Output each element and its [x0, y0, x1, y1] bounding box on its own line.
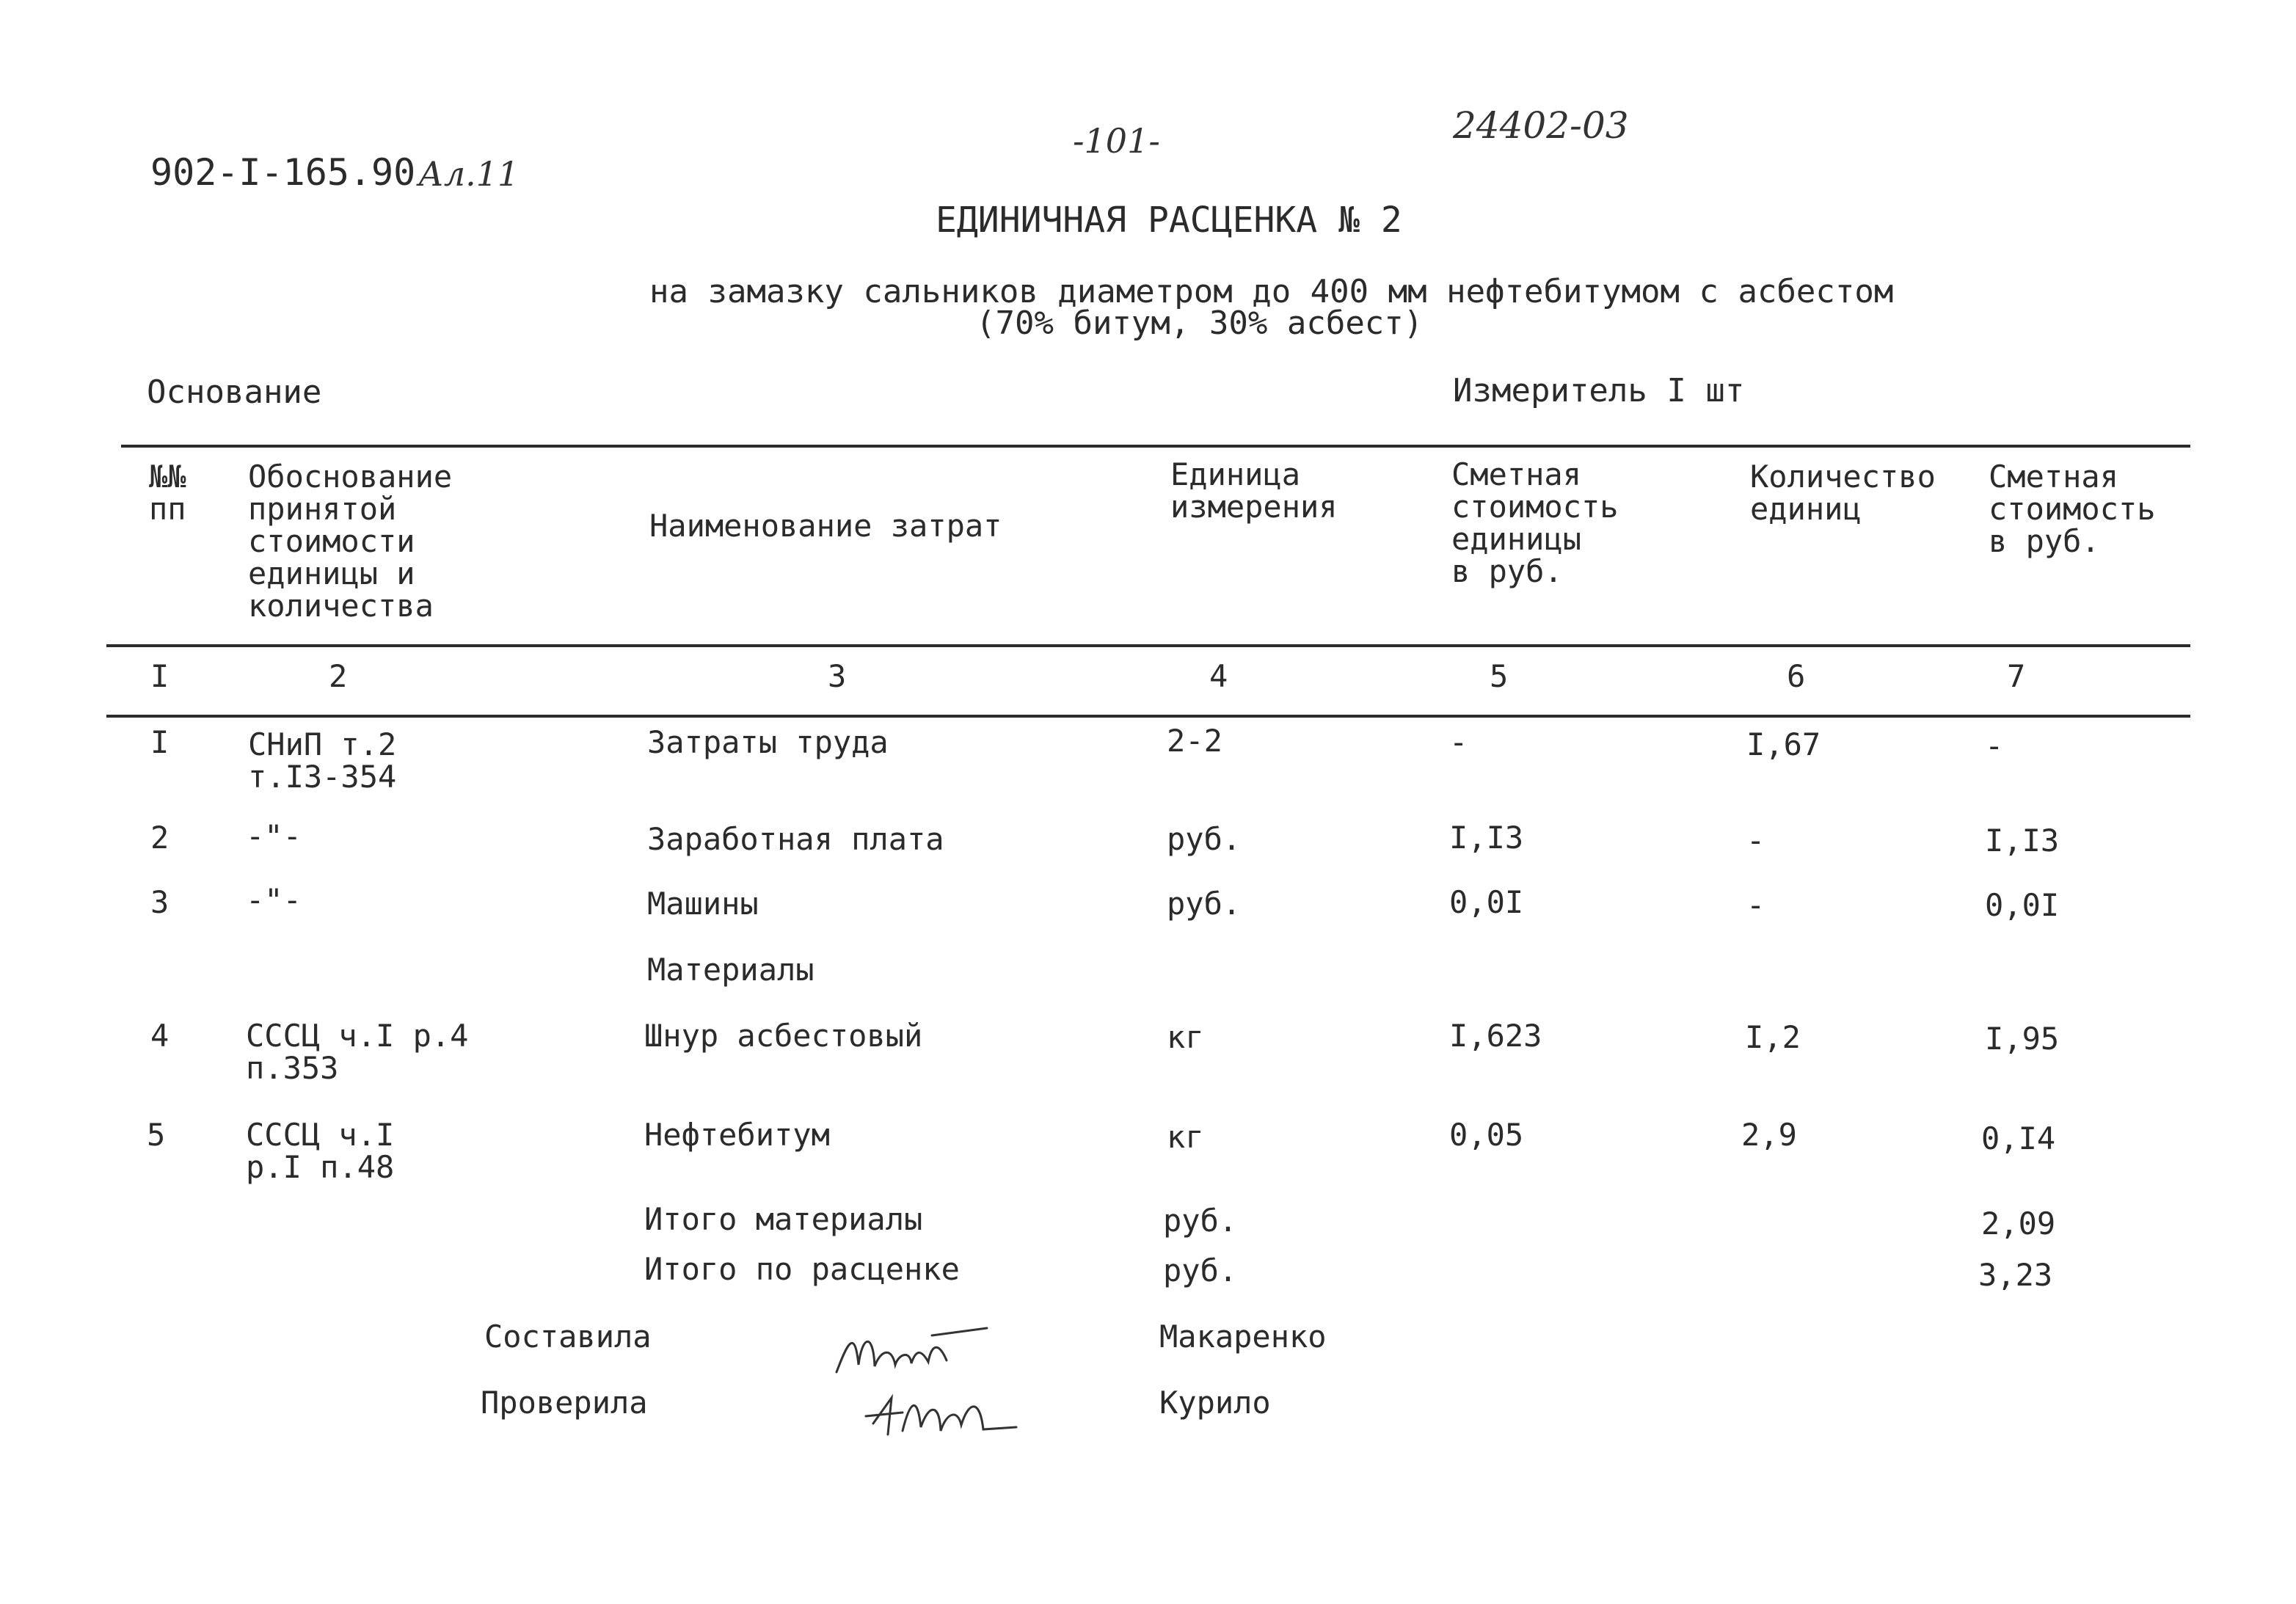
row-basis: СССЦ ч.I р.4 п.353	[246, 1018, 469, 1086]
basis-label: Основание	[147, 373, 322, 411]
row-basis: -"-	[246, 882, 302, 918]
row-total: I,I3	[1985, 823, 2060, 858]
row-quantity: I,67	[1746, 726, 1821, 762]
header-total-cost: Сметная стоимость в руб.	[1989, 459, 2156, 559]
row-name: Машины	[647, 886, 759, 922]
row-basis: СССЦ ч.I р.I п.48	[246, 1117, 395, 1185]
row-unit-cost: -	[1449, 724, 1468, 760]
row-unit-cost: 0,05	[1449, 1117, 1524, 1153]
column-number: I	[150, 658, 170, 694]
row-name: Материалы	[647, 952, 814, 988]
page-number: -101-	[1073, 121, 1160, 161]
row-name: Заработная плата	[647, 821, 944, 857]
row-total: 3,23	[1978, 1257, 2053, 1293]
album-number: Ал.11	[418, 154, 520, 194]
column-number: 3	[828, 658, 847, 694]
row-name: Затраты труда	[647, 724, 889, 760]
header-unit: Единица измерения	[1170, 456, 1338, 525]
row-unit: руб.	[1167, 886, 1242, 922]
row-number: 2	[150, 820, 170, 856]
row-name: Итого материалы	[644, 1201, 923, 1237]
row-unit: кг	[1167, 1019, 1204, 1055]
signature-mark	[859, 1372, 1027, 1453]
row-unit: руб.	[1163, 1253, 1238, 1288]
subtitle-line-1: на замазку сальников диаметром до 400 мм нефтебитумом с асбестом	[649, 273, 1894, 310]
row-number: 4	[150, 1018, 170, 1054]
row-total: 0,I4	[1981, 1120, 2056, 1156]
subtitle-line-2: (70% битум, 30% асбест)	[976, 305, 1424, 342]
row-name: Итого по расценке	[644, 1251, 960, 1287]
row-unit: кг	[1167, 1119, 1204, 1155]
row-basis: -"-	[246, 818, 302, 854]
column-number: 6	[1787, 658, 1806, 694]
row-name: Нефтебитум	[644, 1117, 830, 1153]
table-top-rule	[121, 445, 2190, 448]
row-total: 0,0I	[1985, 887, 2060, 923]
row-unit: руб.	[1163, 1203, 1238, 1239]
row-total: I,95	[1985, 1021, 2060, 1057]
row-number: 3	[150, 884, 170, 920]
signature-name: Макаренко	[1159, 1319, 1327, 1355]
signature-role: Проверила	[481, 1385, 648, 1421]
signature-role: Составила	[484, 1319, 652, 1355]
row-unit: 2-2	[1167, 723, 1222, 759]
row-number: 5	[147, 1117, 166, 1153]
row-unit-cost: I,I3	[1449, 820, 1524, 856]
signature-name: Курило	[1159, 1385, 1271, 1421]
row-unit-cost: I,623	[1449, 1018, 1542, 1054]
row-quantity: -	[1746, 887, 1765, 923]
row-basis: СНиП т.2 т.I3-354	[248, 726, 397, 795]
row-unit: руб.	[1167, 821, 1242, 857]
row-total: -	[1985, 728, 2004, 764]
row-number: I	[150, 724, 170, 760]
column-number: 2	[329, 658, 348, 694]
page-title: ЕДИНИЧНАЯ РАСЦЕНКА № 2	[936, 200, 1402, 241]
table-header-rule	[106, 644, 2190, 647]
doc-code: 902-I-165.90	[150, 151, 416, 194]
sheet-code: 24402-03	[1453, 104, 1629, 147]
row-name: Шнур асбестовый	[644, 1018, 923, 1054]
header-cost-name: Наименование затрат	[649, 508, 1002, 544]
header-quantity: Количество единиц	[1750, 459, 1936, 527]
row-total: 2,09	[1981, 1206, 2056, 1242]
row-quantity: I,2	[1745, 1019, 1801, 1055]
column-number: 4	[1209, 658, 1228, 694]
column-number: 5	[1490, 658, 1509, 694]
header-basis: Обоснование принятой стоимости единицы и количества	[248, 459, 453, 624]
row-quantity: -	[1746, 823, 1765, 858]
header-unit-cost: Сметная стоимость единицы в руб.	[1451, 456, 1619, 589]
row-quantity: 2,9	[1741, 1117, 1797, 1153]
table-column-numbers-rule	[106, 715, 2190, 718]
header-row-number: №№ пп	[149, 459, 186, 527]
row-unit-cost: 0,0I	[1449, 884, 1524, 920]
column-number: 7	[2007, 658, 2026, 694]
unit-of-measure: Измеритель I шт	[1453, 372, 1745, 409]
